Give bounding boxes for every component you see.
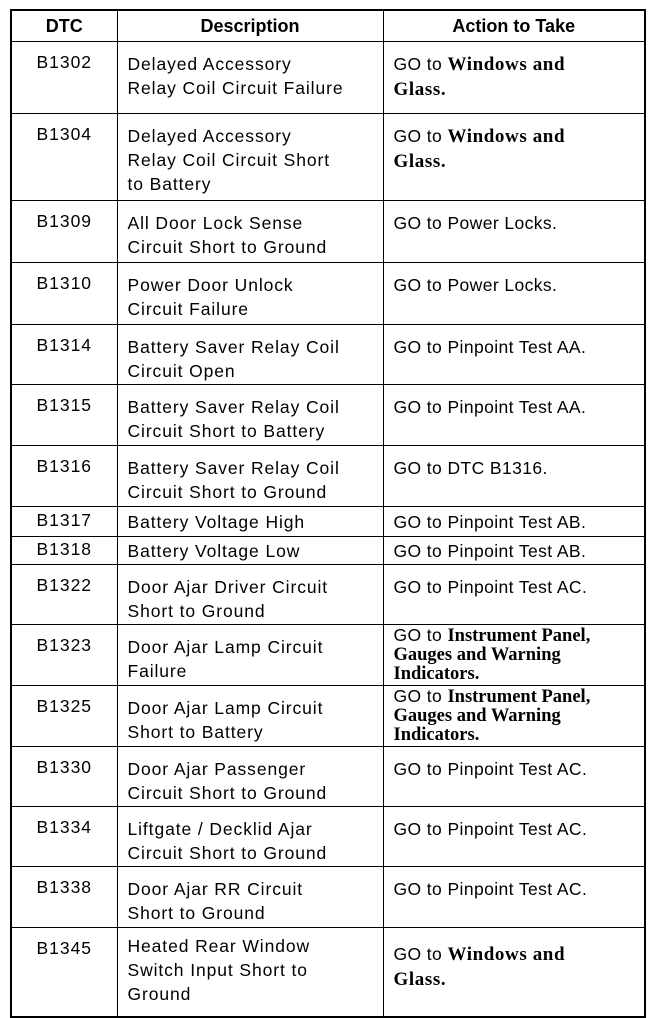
- dtc-code: B1334: [11, 807, 117, 867]
- table-row: [11, 446, 645, 507]
- action-cell: GO to Pinpoint Test AB.: [383, 537, 645, 565]
- dtc-code: B1325: [11, 686, 117, 747]
- dtc-code: B1330: [11, 747, 117, 807]
- action-cell: GO to Pinpoint Test AB.: [383, 507, 645, 537]
- description-cell: Delayed Accessory Relay Coil Circuit Short to Battery: [117, 114, 383, 201]
- table-row: [11, 928, 645, 1018]
- action-cell: GO to Power Locks.: [383, 201, 645, 263]
- action-cell: GO to Windows and Glass.: [383, 42, 645, 114]
- table-row: [11, 114, 645, 201]
- dtc-code: B1310: [11, 263, 117, 325]
- description-cell: Battery Saver Relay Coil Circuit Short to Ground: [117, 446, 383, 507]
- dtc-code: B1309: [11, 201, 117, 263]
- header-dtc: DTC: [11, 10, 117, 42]
- description-cell: Battery Voltage Low: [117, 537, 383, 565]
- action-cell: GO to Instrument Panel, Gauges and Warning Indicators.: [383, 686, 645, 747]
- dtc-table: [10, 9, 646, 1018]
- action-cell: GO to Pinpoint Test AC.: [383, 867, 645, 928]
- description-cell: Delayed Accessory Relay Coil Circuit Failure: [117, 42, 383, 114]
- description-cell: Door Ajar Driver Circuit Short to Ground: [117, 565, 383, 625]
- description-cell: Door Ajar RR Circuit Short to Ground: [117, 867, 383, 928]
- action-cell: GO to Pinpoint Test AC.: [383, 747, 645, 807]
- table-row: [11, 807, 645, 867]
- header-row: [11, 10, 645, 42]
- description-cell: Door Ajar Lamp Circuit Short to Battery: [117, 686, 383, 747]
- table-row: [11, 625, 645, 686]
- action-cell: GO to Windows and Glass.: [383, 928, 645, 1018]
- description-cell: All Door Lock Sense Circuit Short to Ground: [117, 201, 383, 263]
- dtc-code: B1323: [11, 625, 117, 686]
- action-cell: GO to DTC B1316.: [383, 446, 645, 507]
- dtc-code: B1304: [11, 114, 117, 201]
- dtc-code: B1317: [11, 507, 117, 537]
- table-row: [11, 686, 645, 747]
- description-cell: Battery Saver Relay Coil Circuit Short to Battery: [117, 385, 383, 446]
- table-row: [11, 263, 645, 325]
- header-action: Action to Take: [383, 10, 645, 42]
- dtc-code: B1345: [11, 928, 117, 1018]
- table-row: [11, 385, 645, 446]
- action-cell: GO to Pinpoint Test AC.: [383, 807, 645, 867]
- description-cell: Door Ajar Lamp Circuit Failure: [117, 625, 383, 686]
- dtc-code: B1316: [11, 446, 117, 507]
- dtc-code: B1315: [11, 385, 117, 446]
- table-row: [11, 42, 645, 114]
- action-cell: GO to Instrument Panel, Gauges and Warning Indicators.: [383, 625, 645, 686]
- description-cell: Heated Rear Window Switch Input Short to Ground: [117, 928, 383, 1018]
- table-row: [11, 201, 645, 263]
- action-cell: GO to Power Locks.: [383, 263, 645, 325]
- description-cell: Door Ajar Passenger Circuit Short to Ground: [117, 747, 383, 807]
- action-cell: GO to Pinpoint Test AA.: [383, 385, 645, 446]
- dtc-code: B1314: [11, 325, 117, 385]
- description-cell: Battery Voltage High: [117, 507, 383, 537]
- table-row: [11, 565, 645, 625]
- dtc-code: B1318: [11, 537, 117, 565]
- dtc-code: B1322: [11, 565, 117, 625]
- dtc-code: B1338: [11, 867, 117, 928]
- table-row: [11, 325, 645, 385]
- description-cell: Battery Saver Relay Coil Circuit Open: [117, 325, 383, 385]
- table-row: [11, 867, 645, 928]
- table-row: [11, 537, 645, 565]
- header-description: Description: [117, 10, 383, 42]
- table-row: [11, 507, 645, 537]
- table-row: [11, 747, 645, 807]
- action-cell: GO to Pinpoint Test AC.: [383, 565, 645, 625]
- action-cell: GO to Pinpoint Test AA.: [383, 325, 645, 385]
- description-cell: Liftgate / Decklid Ajar Circuit Short to Ground: [117, 807, 383, 867]
- description-cell: Power Door Unlock Circuit Failure: [117, 263, 383, 325]
- dtc-code: B1302: [11, 42, 117, 114]
- action-cell: GO to Windows and Glass.: [383, 114, 645, 201]
